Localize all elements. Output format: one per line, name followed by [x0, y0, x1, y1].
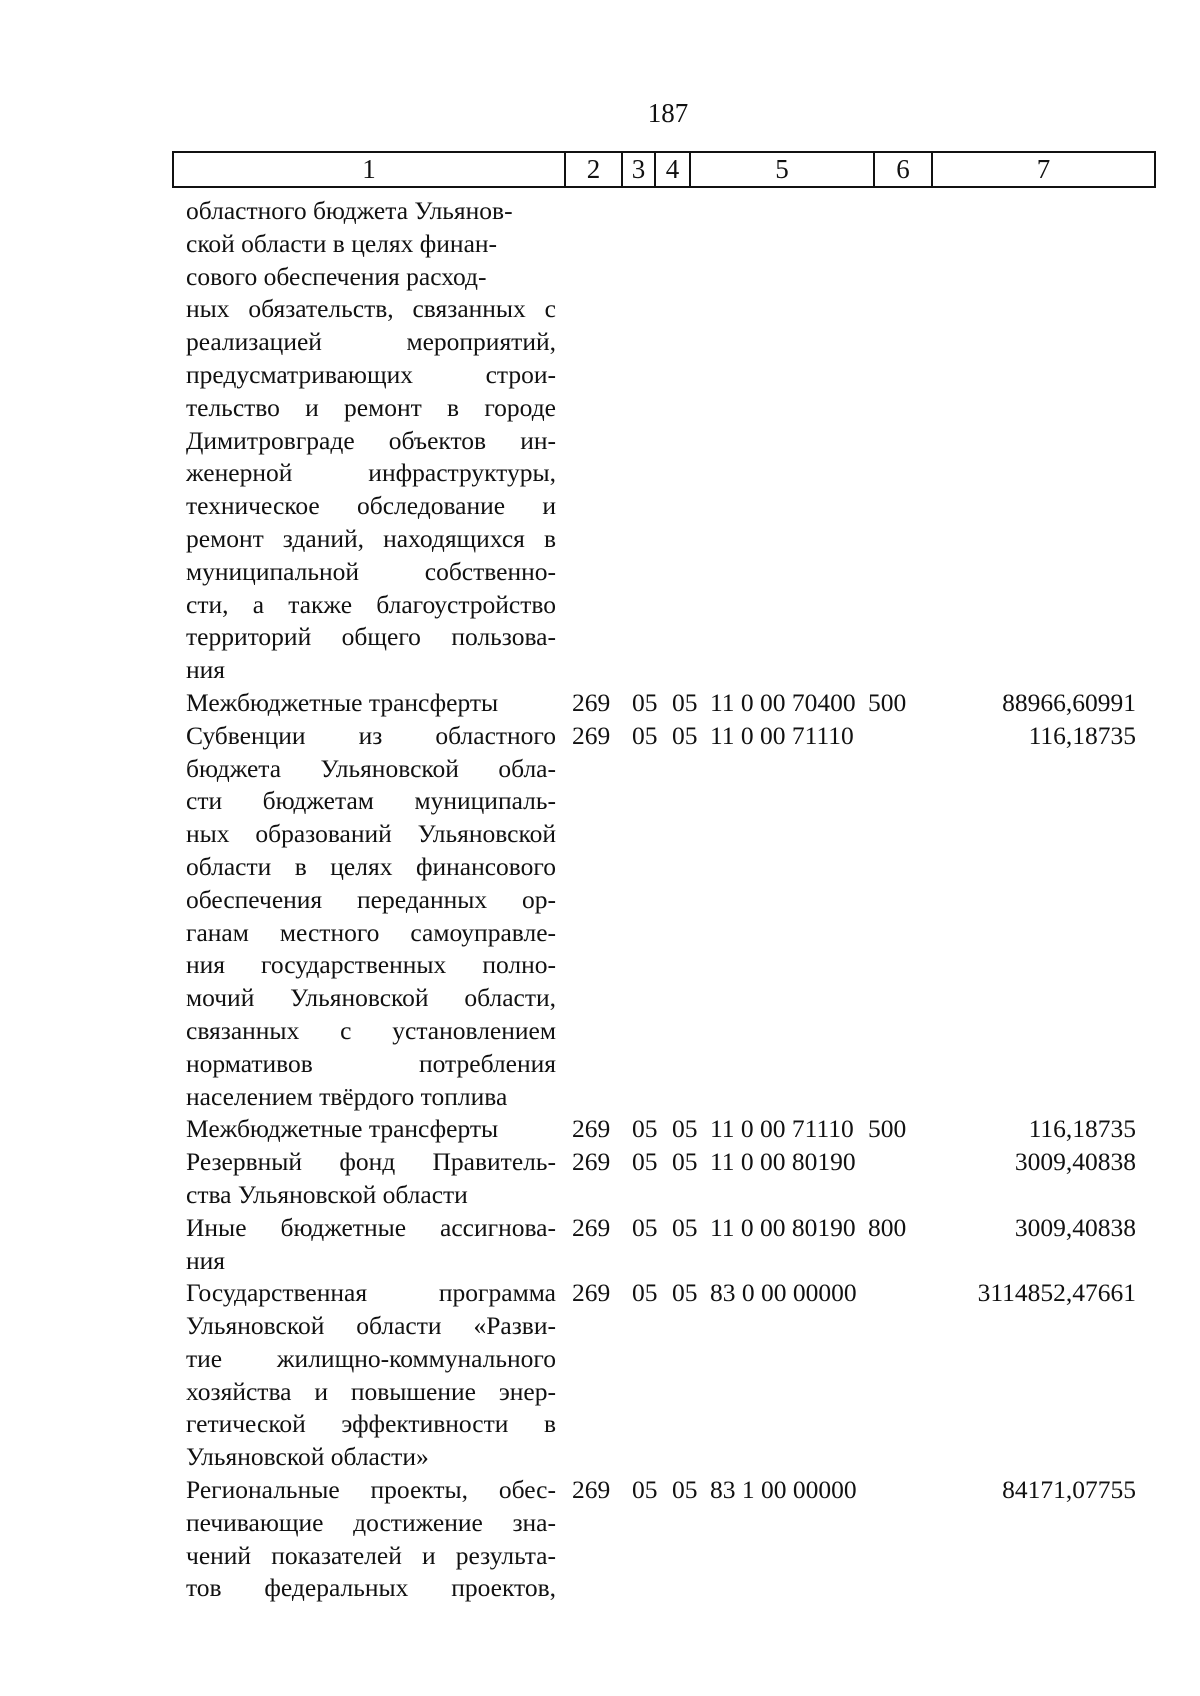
code-c6: 500 [868, 1114, 907, 1144]
header-col-2: 2 [566, 153, 623, 186]
description-line: населением твёрдого топлива [186, 1081, 508, 1111]
code-c4: 05 [672, 1114, 698, 1144]
table-row [186, 720, 1166, 1114]
code-c4: 05 [672, 1278, 698, 1308]
row-amount: 84171,07755 [1002, 1475, 1136, 1505]
row-description [186, 1474, 556, 1605]
header-col-1: 1 [174, 153, 566, 186]
table-header [172, 151, 1156, 188]
row-description [186, 1146, 556, 1212]
description-line: ния государственных полно- [186, 950, 556, 980]
row-description [186, 720, 556, 1114]
description-line: ных образований Ульяновской [186, 819, 556, 849]
row-amount: 3009,40838 [1014, 1212, 1136, 1242]
row-description [186, 687, 556, 720]
code-c5: 11 0 00 70400 [710, 687, 856, 717]
code-c4: 05 [672, 687, 698, 717]
row-description [186, 1277, 556, 1474]
description-line: Иные бюджетные ассигнова- [186, 1212, 556, 1242]
description-line: сового обеспечения расход- [186, 261, 487, 291]
description-line: сти бюджетам муниципаль- [186, 786, 556, 816]
description-line: Димитровграде объектов ин- [186, 425, 556, 455]
description-line: реализацией мероприятий, [186, 327, 556, 357]
code-c3: 05 [632, 720, 658, 750]
row-amount: 116,18735 [1028, 1114, 1136, 1144]
table-row [186, 1474, 1166, 1605]
description-line: территорий общего пользова- [186, 622, 556, 652]
description-line: гетической эффективности в [186, 1409, 556, 1439]
description-line: бюджета Ульяновской обла- [186, 753, 556, 783]
row-description [186, 195, 556, 687]
code-c2: 269 [572, 1475, 611, 1505]
code-c4: 05 [672, 720, 698, 750]
description-line: муниципальной собственно- [186, 556, 556, 586]
code-c6: 500 [868, 687, 907, 717]
table-row [186, 1212, 1166, 1278]
description-line: женерной инфраструктуры, [186, 458, 556, 488]
description-line: печивающие достижение зна- [186, 1507, 556, 1537]
table-row [186, 1277, 1166, 1474]
code-c3: 05 [632, 1147, 658, 1177]
code-c5: 11 0 00 71110 [710, 720, 854, 750]
code-c5: 11 0 00 80190 [710, 1212, 856, 1242]
description-line: хозяйства и повышение энер- [186, 1376, 556, 1406]
description-line: Государственная программа [186, 1278, 556, 1308]
row-description [186, 1212, 556, 1278]
row-description [186, 1113, 556, 1146]
code-c2: 269 [572, 1212, 611, 1242]
table-row [186, 195, 1166, 687]
description-line: техническое обследование и [186, 491, 556, 521]
description-line: ской области в целях финан- [186, 228, 498, 258]
description-line: ства Ульяновской области [186, 1179, 468, 1209]
description-line: Субвенции из областного [186, 720, 556, 750]
header-col-5: 5 [691, 153, 875, 186]
row-amount: 3009,40838 [1014, 1147, 1136, 1177]
description-line: обеспечения переданных ор- [186, 884, 556, 914]
description-line: Ульяновской области «Разви- [186, 1311, 556, 1341]
code-c6: 800 [868, 1212, 907, 1242]
code-c2: 269 [572, 720, 611, 750]
code-c2: 269 [572, 1278, 611, 1308]
description-line: мочий Ульяновской области, [186, 983, 556, 1013]
code-c3: 05 [632, 1475, 658, 1505]
table-row [186, 1146, 1166, 1212]
description-line: ния [186, 1245, 226, 1275]
description-line: ных обязательств, связанных с [186, 294, 556, 324]
code-c2: 269 [572, 687, 611, 717]
description-line: тов федеральных проектов, [186, 1573, 556, 1603]
description-line: Региональные проекты, обес- [186, 1475, 556, 1505]
code-c5: 11 0 00 80190 [710, 1147, 856, 1177]
description-line: тие жилищно-коммунального [186, 1343, 556, 1373]
code-c5: 83 0 00 00000 [710, 1278, 857, 1308]
description-line: нормативов потребления [186, 1048, 556, 1078]
code-c4: 05 [672, 1212, 698, 1242]
description-line: Межбюджетные трансферты [186, 687, 499, 717]
description-line: предусматривающих строи- [186, 359, 556, 389]
code-c3: 05 [632, 1278, 658, 1308]
table-row [186, 687, 1166, 720]
description-line: Межбюджетные трансферты [186, 1114, 499, 1144]
description-line: области в целях финансового [186, 851, 556, 881]
description-line: сти, а также благоустройство [186, 589, 556, 619]
description-line: Резервный фонд Правитель- [186, 1147, 556, 1177]
code-c3: 05 [632, 1212, 658, 1242]
row-amount: 3114852,47661 [977, 1278, 1136, 1308]
description-line: областного бюджета Ульянов- [186, 196, 513, 225]
page-number: 187 [647, 98, 689, 128]
header-col-3: 3 [623, 153, 656, 186]
description-line: Ульяновской области» [186, 1442, 429, 1472]
code-c3: 05 [632, 1114, 658, 1144]
header-col-6: 6 [875, 153, 933, 186]
table-row [186, 1113, 1166, 1146]
code-c3: 05 [632, 687, 658, 717]
description-line: чений показателей и результа- [186, 1540, 556, 1570]
code-c5: 83 1 00 00000 [710, 1475, 857, 1505]
description-line: тельство и ремонт в городе [186, 392, 556, 422]
code-c2: 269 [572, 1147, 611, 1177]
table-body [186, 195, 1166, 1605]
row-amount: 116,18735 [1028, 720, 1136, 750]
header-col-4: 4 [656, 153, 691, 186]
row-amount: 88966,60991 [1002, 687, 1136, 717]
code-c2: 269 [572, 1114, 611, 1144]
description-line: ремонт зданий, находящихся в [186, 523, 556, 553]
code-c4: 05 [672, 1475, 698, 1505]
code-c5: 11 0 00 71110 [710, 1114, 854, 1144]
description-line: связанных с установлением [186, 1015, 556, 1045]
description-line: ния [186, 655, 226, 685]
description-line: ганам местного самоуправле- [186, 917, 556, 947]
header-col-7: 7 [1036, 154, 1051, 184]
code-c4: 05 [672, 1147, 698, 1177]
